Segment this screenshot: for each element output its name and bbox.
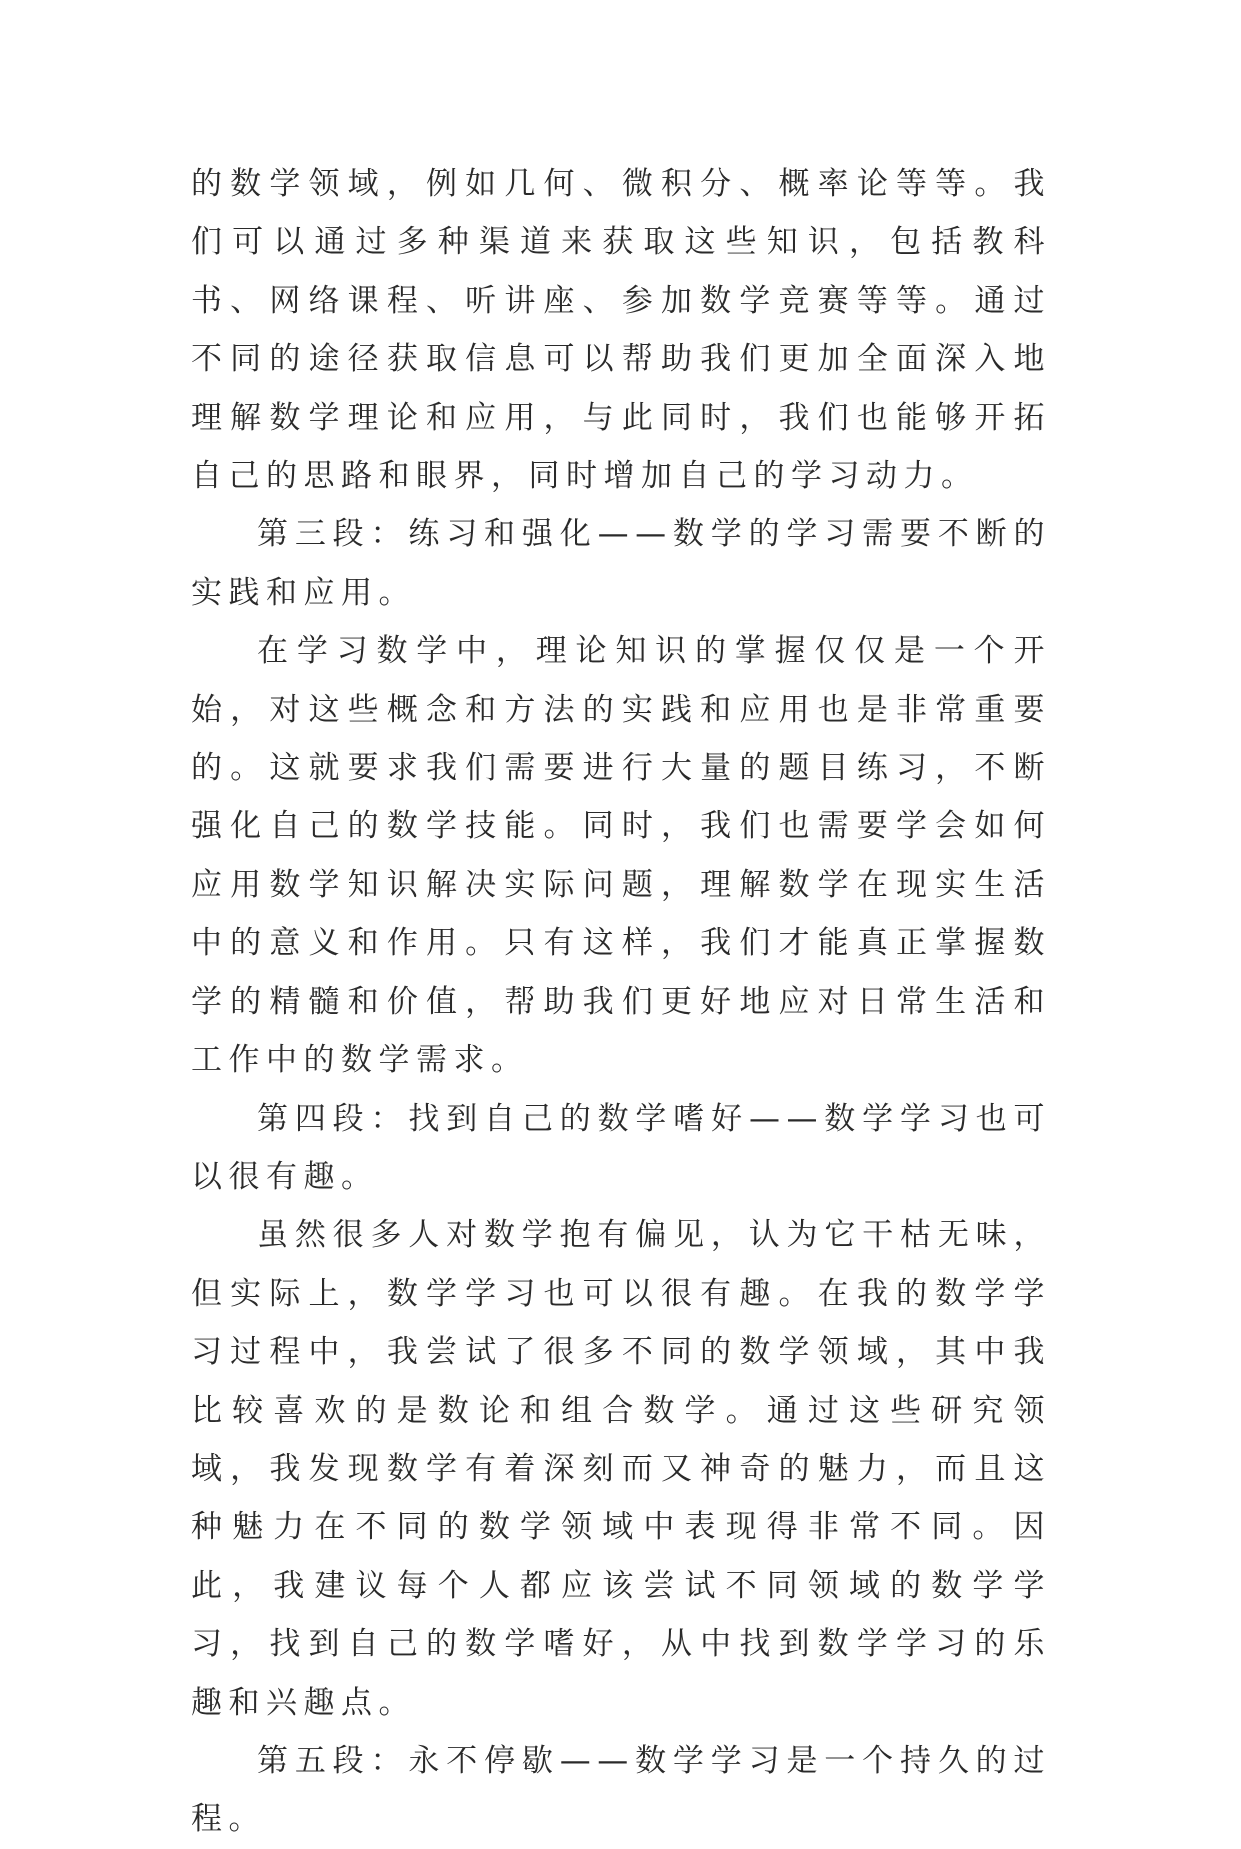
paragraph-interest: 虽然很多人对数学抱有偏见，认为它干枯无味，但实际上，数学学习也可以很有趣。在我的数学学习过程中，我尝试了很多不同的数学领域，其中我比较喜欢的是数论和组合数学。通过这些研究领域，我发现数学有着深刻而又神奇的魅力，而且这种魅力在不同的数学领域中表现得非常不同。因此，我建议每个人都应该尝试不同领域的数学学习，找到自己的数学嗜好，从中找到数学学习的乐趣和兴趣点。 [191, 1217, 1051, 1721]
section-heading-4: 第四段：找到自己的数学嗜好——数学学习也可以很有趣。 [191, 1100, 1051, 1195]
paragraph-practice: 在学习数学中，理论知识的掌握仅仅是一个开始，对这些概念和方法的实践和应用也是非常重要的。这就要求我们需要进行大量的题目练习，不断强化自己的数学技能。同时，我们也需要学会如何应用数学知识解决实际问题，理解数学在现实生活中的意义和作用。只有这样，我们才能真正掌握数学的精髓和价值，帮助我们更好地应对日常生活和工作中的数学需求。 [191, 633, 1051, 1079]
section-heading-3: 第三段：练习和强化——数学的学习需要不断的实践和应用。 [191, 516, 1051, 611]
document-body [191, 155, 1051, 1849]
paragraph-continuation: 的数学领域，例如几何、微积分、概率论等等。我们可以通过多种渠道来获取这些知识，包括教科书、网络课程、听讲座、参加数学竞赛等等。通过不同的途径获取信息可以帮助我们更加全面深入地理解数学理论和应用，与此同时，我们也能够开拓自己的思路和眼界，同时增加自己的学习动力。 [191, 166, 1051, 495]
section-heading-5: 第五段：永不停歇——数学学习是一个持久的过程。 [191, 1742, 1051, 1838]
